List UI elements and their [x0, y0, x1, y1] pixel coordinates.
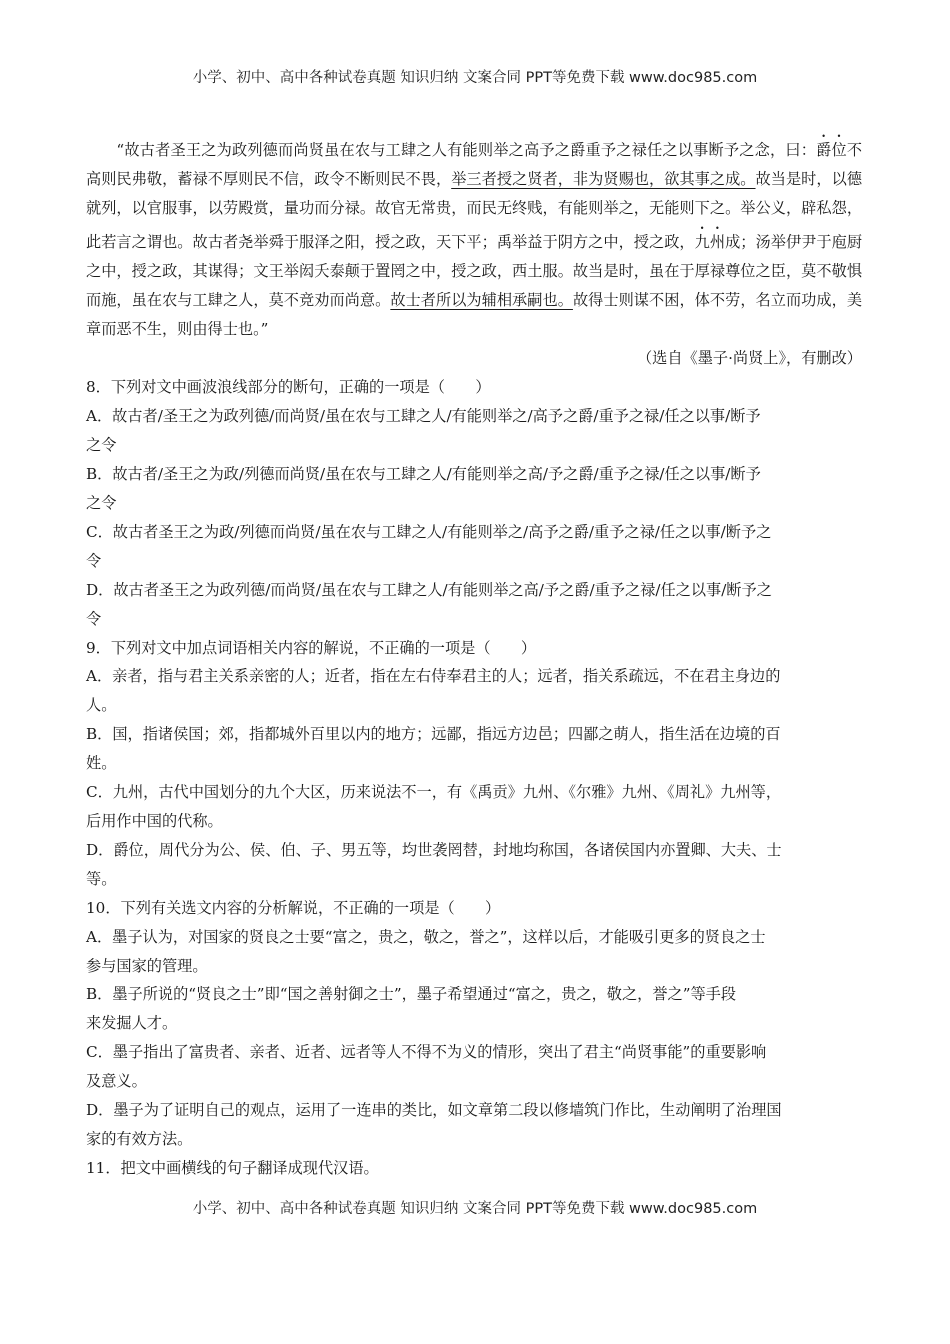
- document-body: [86, 132, 862, 1183]
- passage-text: 不高则民弗敬，蓄禄不厚则民不信，政令不断则民不畏，: [86, 141, 863, 189]
- question-line: 后用作中国的代称。: [86, 812, 223, 831]
- source-citation: （选自《墨子·尚贤上》，有删改）: [636, 349, 862, 368]
- question-line: 等。: [86, 869, 117, 888]
- passage-text: “故古者圣王之为政列德而尚贤虽在农与工肆之人有能则举之高予之爵重予之禄任之以事断予之念，曰：: [116, 141, 817, 159]
- question-line: 家的有效方法。: [86, 1129, 193, 1148]
- question-line: A．亲者，指与君主关系亲密的人；近者，指在左右侍奉君主的人；远者，指关系疏远，不在君主身边的: [86, 667, 781, 686]
- question-line: 之令: [86, 436, 117, 455]
- question-line: C．墨子指出了富贵者、亲者、近者、远者等人不得不为义的情形，突出了君主“尚贤事能”的重要影响: [86, 1043, 767, 1062]
- emphasized-term-juewei: 爵位: [816, 141, 847, 159]
- question-line: B．故古者/圣王之为政/列德而尚贤/虽在农与工肆之人/有能则举之高/予之爵/重予之禄/任之以事/断予: [86, 465, 761, 484]
- question-line: 9．下列对文中加点词语相关内容的解说，不正确的一项是（ ）: [86, 638, 537, 657]
- question-line: 及意义。: [86, 1072, 147, 1091]
- question-line: 之令: [86, 494, 117, 513]
- underlined-sentence-2: 故士者所以为辅相承嗣也。: [390, 291, 573, 310]
- question-line: D．爵位，周代分为公、侯、伯、子、男五等，均世袭罔替，封地均称国，各诸侯国内亦置卿、大夫、士: [86, 840, 782, 859]
- page-header: 小学、初中、高中各种试卷真题 知识归纳 文案合同 PPT等免费下载 www.doc985.com: [192, 70, 758, 86]
- question-line: 来发掘人才。: [86, 1014, 178, 1033]
- question-line: 8．下列对文中画波浪线部分的断句，正确的一项是（ ）: [86, 378, 491, 397]
- passage-text: 故当是时，以德就列，以官服事，以劳殿赏，量功而分禄。故官无常贵，而民无终贱，有能则举之，无能则下之。举公义，辟私怨，此若言之谓也。故古者尧举舜于服泽之阳，授之政，天下平；禹举益于阴方之中，授之政，: [86, 170, 863, 251]
- question-line: D．墨子为了证明自己的观点，运用了一连串的类比，如文章第二段以修墙筑门作比，生动阐明了治理国: [86, 1101, 782, 1120]
- question-line: C．九州，古代中国划分的九个大区，历来说法不一，有《禹贡》九州、《尔雅》九州、《周礼》九州等，: [86, 783, 782, 802]
- question-line: 姓。: [86, 754, 117, 773]
- question-line: C．故古者圣王之为政/列德而尚贤/虽在农与工肆之人/有能则举之/高予之爵/重予之禄/任之以事/断予之: [86, 522, 772, 541]
- passage-paragraph: [86, 132, 862, 344]
- passage-text: 成；汤举伊尹于庖厨之中，授之政，其谋得；文王举闳夭泰颠于置罔之中，授之政，西土服。故当是时，虽在于厚禄尊位之臣，莫不敬惧而施，虽在农与工肆之人，莫不竞劝而尚意。: [86, 232, 863, 310]
- emphasized-term-jiuzhou: 九州: [694, 232, 726, 251]
- question-line: A．故古者/圣王之为政列德/而尚贤/虽在农与工肆之人/有能则举之/高予之爵/重予之禄/任之以事/断予: [86, 407, 761, 426]
- passage-text: 故得士则谋不困，体不劳，名立而功成，美章而恶不生，则由得士也。”: [86, 291, 863, 339]
- question-line: 10．下列有关选文内容的分析解说，不正确的一项是（ ）: [86, 898, 501, 917]
- question-line: 令: [86, 551, 102, 570]
- question-line: B．国，指诸侯国；郊，指都城外百里以内的地方；远鄙，指远方边邑；四鄙之萌人，指生活在边境的百: [86, 725, 781, 744]
- question-line: 11．把文中画横线的句子翻译成现代汉语。: [86, 1158, 379, 1177]
- questions: [86, 373, 862, 1182]
- underlined-sentence-1: 举三者授之贤者，非为贤赐也，欲其事之成。: [451, 170, 756, 189]
- page-footer: 小学、初中、高中各种试卷真题 知识归纳 文案合同 PPT等免费下载 www.doc985.com: [192, 1201, 758, 1217]
- question-line: D．故古者圣王之为政列德/而尚贤/虽在农与工肆之人/有能则举之高/予之爵/重予之禄/任之以事/断予之: [86, 580, 772, 599]
- question-line: A．墨子认为，对国家的贤良之士要“富之，贵之，敬之，誉之”，这样以后，才能吸引更多的贤良之士: [86, 927, 766, 946]
- question-line: 人。: [86, 696, 117, 715]
- question-line: 参与国家的管理。: [86, 956, 208, 975]
- question-line: 令: [86, 609, 102, 628]
- question-line: B．墨子所说的“贤良之士”即“国之善射御之士”，墨子希望通过“富之，贵之，敬之，誉之”等手段: [86, 985, 737, 1004]
